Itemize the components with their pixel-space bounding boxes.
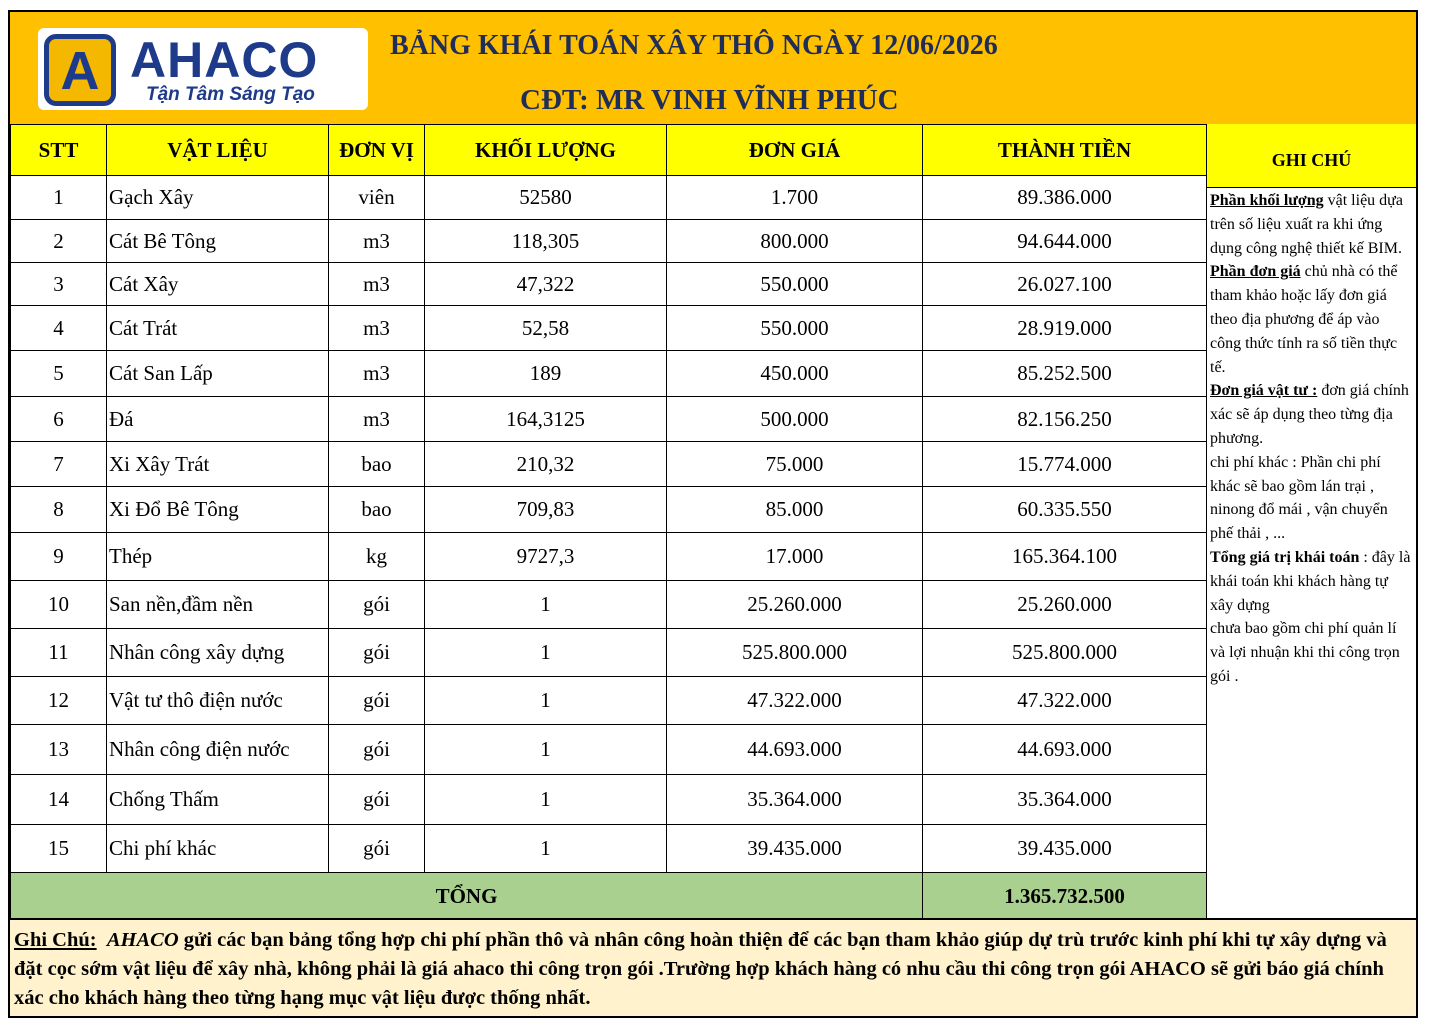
cell-unit-price: 550.000	[667, 263, 923, 306]
cell-unit-price: 85.000	[667, 487, 923, 533]
col-header-unit-price: ĐƠN GIÁ	[667, 125, 923, 176]
cell-total: 47.322.000	[923, 677, 1207, 725]
cell-stt: 9	[11, 533, 107, 581]
cell-material: San nền,đầm nền	[107, 581, 329, 629]
cell-unit: m3	[329, 306, 425, 351]
total-value: 1.365.732.500	[923, 873, 1207, 920]
cell-stt: 4	[11, 306, 107, 351]
cell-unit: gói	[329, 825, 425, 873]
footer-note	[10, 918, 1416, 1016]
note-text: đơn giá chính xác sẽ áp dụng theo từng địa phương.	[1210, 382, 1409, 447]
cell-total: 94.644.000	[923, 220, 1207, 263]
cell-unit-price: 47.322.000	[667, 677, 923, 725]
cell-quantity: 9727,3	[425, 533, 667, 581]
cell-stt: 14	[11, 775, 107, 825]
cell-quantity: 709,83	[425, 487, 667, 533]
notes-column	[1206, 124, 1416, 920]
cell-stt: 10	[11, 581, 107, 629]
cell-material: Vật tư thô điện nước	[107, 677, 329, 725]
logo	[38, 28, 368, 110]
cell-quantity: 164,3125	[425, 397, 667, 442]
cell-unit: gói	[329, 677, 425, 725]
col-header-quantity: KHỐI LƯỢNG	[425, 125, 667, 176]
table-row	[11, 825, 1207, 873]
table-row	[11, 351, 1207, 397]
cell-quantity: 52,58	[425, 306, 667, 351]
cell-unit-price: 550.000	[667, 306, 923, 351]
cell-unit: m3	[329, 397, 425, 442]
page-title: BẢNG KHÁI TOÁN XÂY THÔ NGÀY 12/06/2026	[390, 30, 998, 61]
note-text: vật liệu dựa trên số liệu xuất ra khi ứng dụng công nghệ thiết kế BIM.	[1210, 192, 1403, 257]
col-header-stt: STT	[11, 125, 107, 176]
note-key: Đơn giá vật tư :	[1210, 382, 1318, 400]
cell-unit-price: 450.000	[667, 351, 923, 397]
cell-unit-price: 1.700	[667, 176, 923, 220]
cell-quantity: 118,305	[425, 220, 667, 263]
table-row	[11, 775, 1207, 825]
cell-quantity: 47,322	[425, 263, 667, 306]
cell-total: 28.919.000	[923, 306, 1207, 351]
cell-total: 60.335.550	[923, 487, 1207, 533]
cell-material: Chống Thấm	[107, 775, 329, 825]
table-header-row	[11, 125, 1207, 176]
estimate-sheet	[8, 10, 1418, 1018]
cell-unit: gói	[329, 775, 425, 825]
cell-unit-price: 35.364.000	[667, 775, 923, 825]
cell-unit-price: 500.000	[667, 397, 923, 442]
cell-material: Xi Đổ Bê Tông	[107, 487, 329, 533]
cell-unit-price: 525.800.000	[667, 629, 923, 677]
table-row	[11, 176, 1207, 220]
cell-unit-price: 17.000	[667, 533, 923, 581]
footer-label: Ghi Chú:	[14, 929, 97, 951]
cell-stt: 6	[11, 397, 107, 442]
cell-stt: 12	[11, 677, 107, 725]
cell-total: 44.693.000	[923, 725, 1207, 775]
cell-material: Đá	[107, 397, 329, 442]
cell-unit: bao	[329, 487, 425, 533]
cell-material: Thép	[107, 533, 329, 581]
note-exclusions: chưa bao gồm chi phí quản lí và lợi nhuận khi thi công trọn gói .	[1210, 620, 1400, 685]
cell-quantity: 1	[425, 677, 667, 725]
cell-total: 26.027.100	[923, 263, 1207, 306]
cell-unit-price: 44.693.000	[667, 725, 923, 775]
table-row	[11, 220, 1207, 263]
note-key: Phần đơn giá	[1210, 263, 1301, 281]
notes-body	[1207, 188, 1416, 690]
note-other-costs: chi phí khác : Phần chi phí khác sẽ bao gồm lán trại , ninong đổ mái , vận chuyển phế thải , ...	[1210, 453, 1388, 543]
note-text: chủ nhà có thể tham khảo hoặc lấy đơn giá theo địa phương để áp vào công thức tính ra số tiền thực tế.	[1210, 263, 1398, 376]
cell-material: Cát Trát	[107, 306, 329, 351]
cell-quantity: 1	[425, 725, 667, 775]
cell-stt: 5	[11, 351, 107, 397]
note-key: Tổng giá trị khái toán	[1210, 548, 1360, 566]
note-key: Phần khối lượng	[1210, 192, 1324, 209]
estimate-table	[10, 124, 1207, 920]
logo-a-icon: A	[44, 34, 116, 106]
cell-unit-price: 25.260.000	[667, 581, 923, 629]
table-row	[11, 442, 1207, 487]
cell-unit-price: 800.000	[667, 220, 923, 263]
cell-unit: viên	[329, 176, 425, 220]
cell-total: 25.260.000	[923, 581, 1207, 629]
cell-unit: m3	[329, 351, 425, 397]
table-row	[11, 677, 1207, 725]
cell-stt: 8	[11, 487, 107, 533]
page-subtitle: CĐT: MR VINH VĨNH PHÚC	[520, 84, 899, 116]
cell-stt: 15	[11, 825, 107, 873]
cell-unit: m3	[329, 220, 425, 263]
table-row	[11, 725, 1207, 775]
footer-brand: AHACO	[106, 929, 179, 951]
cell-total: 82.156.250	[923, 397, 1207, 442]
cell-stt: 11	[11, 629, 107, 677]
cell-unit-price: 75.000	[667, 442, 923, 487]
table-row	[11, 263, 1207, 306]
table-row	[11, 397, 1207, 442]
cell-material: Nhân công xây dựng	[107, 629, 329, 677]
cell-stt: 7	[11, 442, 107, 487]
cell-unit: gói	[329, 581, 425, 629]
cell-material: Gạch Xây	[107, 176, 329, 220]
table-row	[11, 581, 1207, 629]
col-header-material: VẬT LIỆU	[107, 125, 329, 176]
cell-unit: kg	[329, 533, 425, 581]
cell-total: 85.252.500	[923, 351, 1207, 397]
header-banner	[10, 12, 1416, 126]
cell-stt: 3	[11, 263, 107, 306]
cell-total: 525.800.000	[923, 629, 1207, 677]
cell-stt: 13	[11, 725, 107, 775]
cell-total: 89.386.000	[923, 176, 1207, 220]
cell-material: Cát San Lấp	[107, 351, 329, 397]
cell-total: 35.364.000	[923, 775, 1207, 825]
cell-material: Cát Xây	[107, 263, 329, 306]
col-header-total: THÀNH TIỀN	[923, 125, 1207, 176]
cell-unit-price: 39.435.000	[667, 825, 923, 873]
cell-unit: bao	[329, 442, 425, 487]
cell-unit: m3	[329, 263, 425, 306]
cell-total: 15.774.000	[923, 442, 1207, 487]
cell-total: 165.364.100	[923, 533, 1207, 581]
cell-quantity: 52580	[425, 176, 667, 220]
cell-material: Chi phí khác	[107, 825, 329, 873]
col-header-unit: ĐƠN VỊ	[329, 125, 425, 176]
cell-material: Cát Bê Tông	[107, 220, 329, 263]
table-row	[11, 629, 1207, 677]
cell-unit: gói	[329, 629, 425, 677]
logo-brand: AHACO	[130, 32, 319, 88]
cell-quantity: 1	[425, 629, 667, 677]
cell-quantity: 1	[425, 825, 667, 873]
note-quantity	[1210, 189, 1413, 260]
note-material-price	[1210, 379, 1413, 450]
cell-total: 39.435.000	[923, 825, 1207, 873]
cell-material: Xi Xây Trát	[107, 442, 329, 487]
cell-quantity: 189	[425, 351, 667, 397]
cell-material: Nhân công điện nước	[107, 725, 329, 775]
notes-heading: GHI CHÚ	[1207, 124, 1416, 188]
note-text: : đây là khái toán khi khách hàng tự xây dựng	[1210, 548, 1411, 614]
cell-quantity: 1	[425, 775, 667, 825]
cell-stt: 1	[11, 176, 107, 220]
cell-stt: 2	[11, 220, 107, 263]
table-row	[11, 487, 1207, 533]
table-row	[11, 306, 1207, 351]
table-row	[11, 533, 1207, 581]
footer-text: gửi các bạn bảng tổng hợp chi phí phần thô và nhân công hoàn thiện để các bạn tham khảo giúp dự trù trước kinh phí khi tự xây dựng và đặt cọc sớm vật liệu để xây nhà, không phải là giá ahaco thi công trọn gói .Trường hợp khách hàng có nhu cầu thi công trọn gói AHACO sẽ gửi báo giá chính xác cho khách hàng theo từng hạng mục vật liệu được thống nhất.	[14, 929, 1387, 1009]
note-total-estimate	[1210, 546, 1413, 617]
cell-unit: gói	[329, 725, 425, 775]
logo-tagline: Tận Tâm Sáng Tạo	[146, 84, 315, 105]
cell-quantity: 1	[425, 581, 667, 629]
total-label: TỔNG	[11, 873, 923, 920]
note-unit-price	[1210, 260, 1413, 379]
cell-quantity: 210,32	[425, 442, 667, 487]
total-row	[11, 873, 1207, 920]
